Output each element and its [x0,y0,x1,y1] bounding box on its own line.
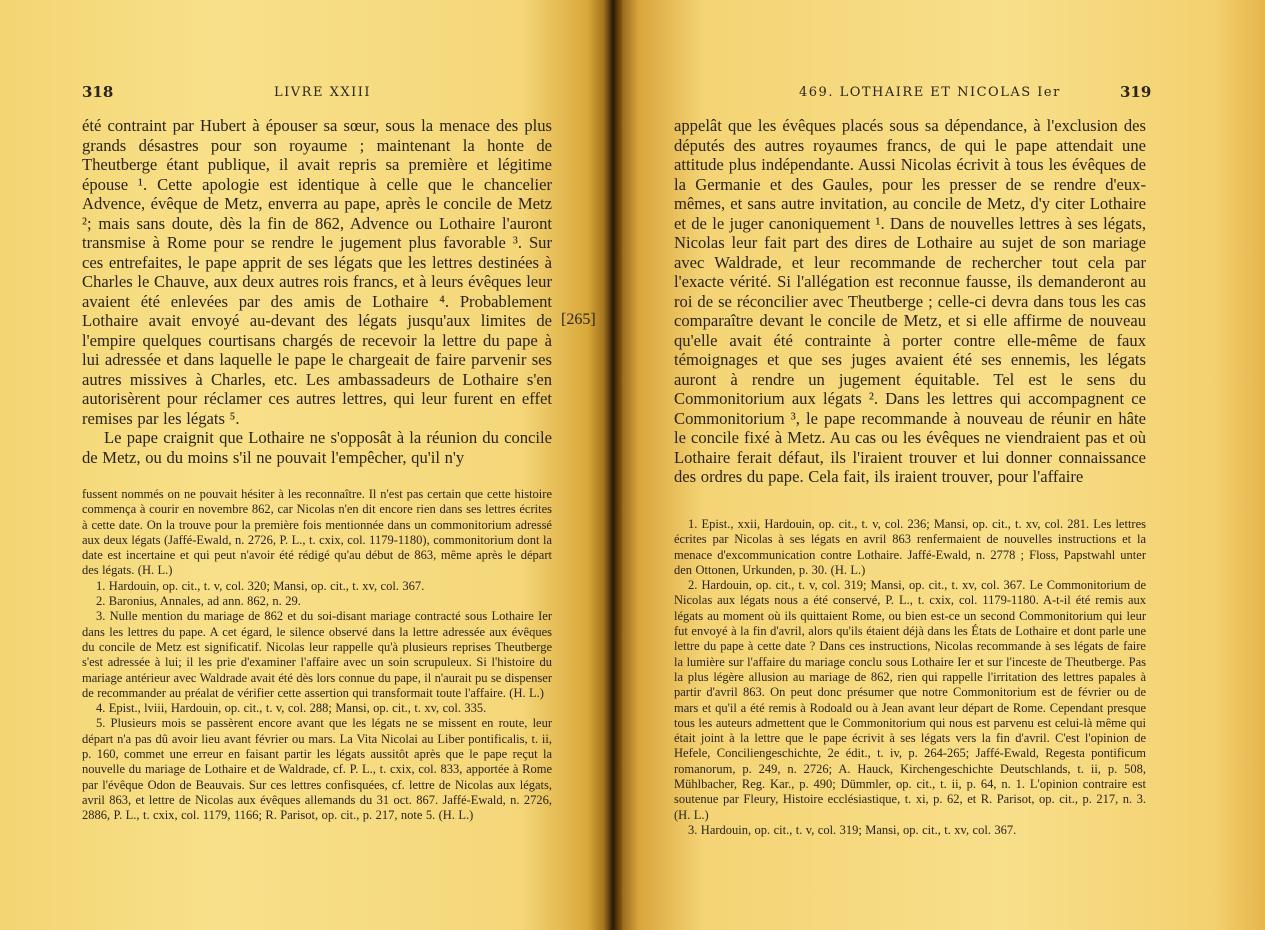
margin-reference: [265] [561,311,596,328]
page-number: 319 [1120,83,1152,101]
book-gutter [604,0,622,930]
main-text [674,116,1146,487]
paragraph: appelât que les évêques placés sous sa dépendance, à l'exclusion des députés des autres royaumes francs, de qui le pape attendait une attitude plus indépendante. Aussi Nicolas écrivit à tous les évêques de la Germanie et des Gaules, pour les presser de se rendre d'eux-mêmes, et sans autre invitation, au concile de Metz, d'y citer Lothaire et de le juger canoniquement ¹. Dans de nouvelles lettres à ses légats, Nicolas leur fait part des dires de Lothaire au sujet de son mariage avec Waldrade, et leur recommande de rechercher tout cela par l'exacte vérité. Si l'allégation est reconnue fausse, ils demanderont au roi de se réconcilier avec Theutberge ; celle-ci devra dans tous les cas comparaître devant le concile de Metz, et si elle affirme de nouveau qu'elle avait été contrainte à porter contre elle-même de faux témoignages et que ses juges avaient été ses ennemis, les légats auront à rendre un jugement équitable. Tel est le sens du Commonitorium aux légats ². Dans les lettres qui accompagnent ce Commonitorium ³, le pape recommande à nouveau de réunir en hâte le concile fixé à Metz. Au cas ou les évêques ne viendraient pas et où Lothaire ferait défaut, ils l'iraient trouver et lui donner connaissance des ordres du pape. Cela fait, ils iraient trouver, pour l'affaire [674,116,1146,486]
running-head: LIVRE XXIII [274,85,371,100]
footnote: 3. Hardouin, op. cit., t. v, col. 319; Mansi, op. cit., t. xv, col. 367. [688,822,1017,837]
right-page [612,0,1265,930]
left-page [0,0,612,930]
footnote: 2. Baronius, Annales, ad ann. 862, n. 29. [96,594,301,609]
footnote: 2. Hardouin, op. cit., t. v, col. 319; Mansi, op. cit., t. xv, col. 367. Le Commonitorium de Nicolas aux légats nous a été conservé, P. L., t. cxix, col. 1179-1180. A-t-il été remis aux légats au moment où ils quittaient Rome, ou bien est-ce un second Commonitorium qui leur fut envoyé à la fin d'avril, alors qu'ils étaient déjà dans les États de Lothaire et dont parle une lettre du pape à cette date ? Dans ces instructions, Nicolas recommande à ses légats de faire la lumière sur l'affaire du mariage conclu sous Lothaire Ier et sur l'inceste de Theutberge. Pas la plus légère allusion au mariage de 862, rien qui rappelle l'irritation des lettres papales à partir d'avril 863. On peut donc présumer que notre Commonitorium est de février ou de mars et qu'il a été remis à Rodoald ou à Jean avant leur départ de Rome. Cependant presque tous les auteurs admettent que le Commonitorium qui nous est parvenu est celui-là même qui était joint à la lettre que le pape écrivit à ses légats vers la fin d'avril. C'est l'opinion de Hefele, Conciliengeschichte, 2e édit., t. iv, p. 264-265; Jaffé-Ewald, Regesta pontificum romanorum, p. 249, n. 2726; A. Hauck, Kirchengeschichte Deutschlands, t. ii, p. 508, Mühlbacher, Reg. Kar., p. 490; Dümmler, op. cit., t. ii, p. 64, n. 1. L'opinion contraire est soutenue par Fleury, Histoire ecclésiastique, t. xi, p. 62, et R. Parisot, op. cit., p. 217, n. 3. (H. L.) [674,578,1146,822]
footnote: 4. Epist., lviii, Hardouin, op. cit., t. v, col. 288; Mansi, op. cit., t. xv, col. 335. [96,701,487,716]
footnote: 1. Hardouin, op. cit., t. v, col. 320; Mansi, op. cit., t. xv, col. 367. [96,578,425,593]
paragraph: été contraint par Hubert à épouser sa sœur, sous la menace des plus grands désastres pour son royaume ; maintenant la honte de Theutberge étant publique, il avait repris sa première et légitime épouse ¹. Cette apologie est identique à celle que le chancelier Advence, évêque de Metz, enverra au pape, après le concile de Metz ²; mais sans doute, dès la fin de 862, Advence ou Lothaire l'auront transmise à Rome pour se rendre le jugement plus favorable ³. Sur ces entrefaites, le pape apprit de ses légats que les lettres destinées à Charles le Chauve, aux deux autres rois francs, et à leurs évêques leur avaient été enlevées par des amis de Lothaire ⁴. Probablement Lothaire avait envoyé au-devant des légats jusqu'aux limites de l'empire quelques courtisans chargés de recevoir la lettre du pape à lui adressée et dans laquelle le pape le chargeait de faire parvenir ses autres missives à Charles, etc. Les ambassadeurs de Lothaire s'en autorisèrent pour réclamer ces autres lettres, qui leur furent en effet remises par les légats ⁵. [82,116,552,428]
footnote: fussent nommés on ne pouvait hésiter à les reconnaître. Il n'est pas certain que cette histoire commença à courir en novembre 862, car Nicolas n'en dit encore rien dans ses lettres écrites à cette date. On la trouve pour la première fois mentionnée dans un commonitorium adressé aux deux légats (Jaffé-Ewald, n. 2726, P. L., t. cxix, col. 1179-1180), commonitorium dont la date est incertaine et qui peut n'avoir été rédigé qu'au début de 863, même après le départ des légats. (H. L.) [82,487,552,578]
main-text [82,116,552,467]
paragraph: Le pape craignit que Lothaire ne s'opposât à la réunion du concile de Metz, ou du moins s'il ne pouvait l'empêcher, qu'il n'y [82,428,552,467]
running-head: 469. LOTHAIRE ET NICOLAS Ier [799,85,1061,100]
footnotes [82,487,552,824]
footnote: 3. Nulle mention du mariage de 862 et du soi-disant mariage contracté sous Lothaire Ier dans les lettres du pape. A cet égard, le silence observé dans la lettre adressée aux évêques du concile de Metz est significatif. Nicolas leur rappelle qu'à plusieurs reprises Theutberge s'est adressée à lui; il les prie d'examiner l'affaire avec un soin scrupuleux. Si l'histoire du mariage antérieur avec Waldrade avait été dès lors connue du pape, il n'aurait pu se dispenser de recommander au préalat de vérifier cette assertion qui transformait toute l'affaire. (H. L.) [82,609,552,700]
footnote: 1. Epist., xxii, Hardouin, op. cit., t. v, col. 236; Mansi, op. cit., t. xv, col. 281. Les lettres écrites par Nicolas à ses légats en avril 863 renfermaient de nouvelles instructions et la menace d'excommunication contre Lothaire. Jaffé-Ewald, n. 2778 ; Floss, Papstwahl unter den Ottonen, Urkunden, p. 30. (H. L.) [674,517,1146,577]
footnotes [674,517,1146,838]
page-number: 318 [82,83,114,101]
footnote: 5. Plusieurs mois se passèrent encore avant que les légats ne se missent en route, leur départ n'a pas dû avoir lieu avant février ou mars. La Vita Nicolai au Liber pontificalis, t. ii, p. 160, commet une erreur en faisant partir les légats aussitôt après que le pape reçut la nouvelle du mariage de Lothaire et de Waldrade, cf. P. L., t. cxix, col. 833, apportée à Rome par l'évêque Odon de Beauvais. Sur ces lettres confisquées, cf. lettre de Nicolas aux légats, avril 863, et lettre de Nicolas aux évêques allemands du 31 oct. 867. Jaffé-Ewald, n. 2726, 2886, P. L., t. cxix, col. 1179, 1166; R. Parisot, op. cit., p. 217, note 5. (H. L.) [82,716,552,823]
